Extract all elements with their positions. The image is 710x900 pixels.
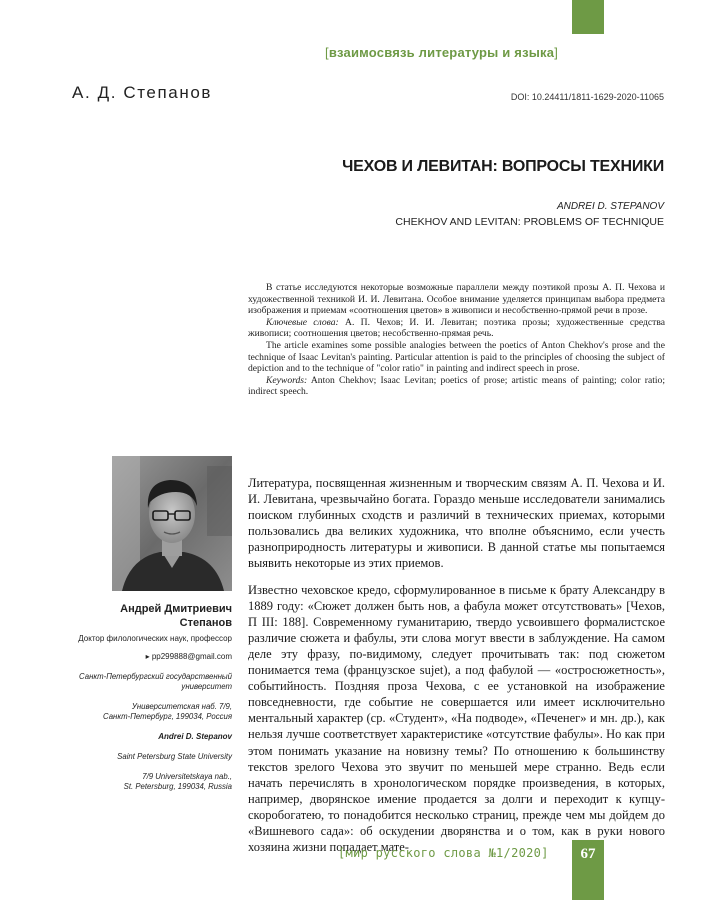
address-ru-line2: Санкт-Петербург, 199034, Россия <box>103 712 232 721</box>
abstract-en: The article examines some possible analogies between the poetics of Anton Chekhov's prose and the technique of Isaac Levitan's painting. Particular attention is paid to the principles of choosing the subject of depiction and to the technique of "color ratio" in painting and indirect speech in prose. <box>248 339 665 375</box>
header-author: А. Д. Степанов <box>72 83 213 102</box>
keywords-ru <box>248 317 665 340</box>
abstract-ru: В статье исследуются некоторые возможные параллели между поэтикой прозы А. П. Чехова и художественной техникой И. И. Левитана. Особое внимание уделяется принципам выбора предмета изображения и приемам «соотношения цветов» в живописи и несобственно-прямой речи в прозе. <box>248 282 665 317</box>
author-degree: Доктор филологических наук, профессор <box>78 634 232 643</box>
article-title: ЧЕХОВ И ЛЕВИТАН: ВОПРОСЫ ТЕХНИКИ <box>342 158 664 175</box>
bracket-open: [ <box>325 45 329 60</box>
author-email-link[interactable]: ▸ pp299888@gmail.com <box>145 652 232 661</box>
author-bio <box>62 602 232 792</box>
english-title: CHEKHOV AND LEVITAN: PROBLEMS OF TECHNIQUE <box>395 216 664 228</box>
keywords-ru-label: Ключевые слова: <box>266 316 339 328</box>
address-ru-line1: Университетская наб. 7/9, <box>131 702 232 711</box>
address-en-line2: St. Petersburg, 199034, Russia <box>123 782 232 791</box>
body-paragraph-2: Известно чеховское кредо, сформулированное в письме к брату Александру в 1889 году: «Сюжет должен быть нов, а фабула может отсутствовать» [Чехов, П III: 188]. Современному гуманитарию, твердо усвоившего формалистское различие сюжета и фабулы, эти слова могут ввести в заблуждение. На самом деле эту фразу, по-видимому, следует прочитывать так: под сюжетом понимается тема (французское sujet), а под фабулой — «остросюжетность», событийность. Поздняя проза Чехова, с ее установкой на изображение повседневности, где событие не совершается или имеет исключительно ментальный характер (ср. «Студент», «На подводе», «Печенег» и мн. др.), как нельзя лучше соответствует характеристике «отсутствие фабулы». Но как при этом понимать указание на новизну темы? По отношению к большинству текстов зрелого Чехова это звучит по меньшей мере странно. Ведь если начать перечислять в хронологическом порядке произведения, в которых, например, дворянское имение продается за долги и переходит к купцу-скоробогатею, то понадобится несколько страниц, прежде чем мы дойдем до «Вишневого сада»: об оскудении дворянства и о том, как в руки нового хозяина жизни попадает мате- <box>248 582 665 855</box>
article-body <box>248 475 665 865</box>
author-name-en: Andrei D. Stepanov <box>158 732 232 741</box>
page-number: 67 <box>580 846 596 862</box>
body-paragraph-1: Литература, посвященная жизненным и творческим связям А. П. Чехова и И. И. Левитана, чрезвычайно богата. Гораздо меньше исследователи занимались поиском глубинных сходств и различий в технических приемах, которыми пользовались два великих художника, что вполне объяснимо, если учесть разноприродность литературы и живописи. В данной статье мы попытаемся выявить некоторые из этих приемов. <box>248 476 665 571</box>
author-name-ru-line1: Андрей Дмитриевич <box>120 603 232 615</box>
abstract <box>248 282 665 398</box>
keywords-en <box>248 375 665 398</box>
affiliation-ru-line1: Санкт-Петербургский государственный <box>79 672 232 681</box>
journal-footer: [мир русского слова №1/2020] <box>338 846 549 860</box>
address-en-line1: 7/9 Universitetskaya nab., <box>142 772 232 781</box>
author-photo-image <box>112 456 232 591</box>
author-affiliation-ru <box>62 672 232 692</box>
doi: DOI: 10.24411/1811-1629-2020-11065 <box>510 92 664 102</box>
author-affiliation-en: Saint Petersburg State University <box>117 752 232 761</box>
keywords-ru-text: А. П. Чехов; И. И. Левитан; поэтика прозы; художественные средства живописи; соотношения цветов; несобственно-прямая речь. <box>248 316 665 340</box>
affiliation-ru-line2: университет <box>181 682 232 691</box>
author-name-ru <box>62 602 232 630</box>
author-address-ru <box>62 702 232 722</box>
top-accent-tab <box>572 0 604 34</box>
author-address-en <box>62 772 232 792</box>
author-photo <box>112 456 232 591</box>
keywords-en-label: Keywords: <box>266 374 308 386</box>
section-heading <box>325 45 558 60</box>
keywords-en-text: Anton Chekhov; Isaac Levitan; poetics of prose; artistic means of painting; color ratio; indirect speech. <box>248 374 665 398</box>
bracket-close: ] <box>554 45 558 60</box>
section-heading-text: взаимосвязь литературы и языка <box>328 45 555 60</box>
english-author: ANDREI D. STEPANOV <box>556 201 664 212</box>
author-name-ru-line2: Степанов <box>179 617 232 629</box>
